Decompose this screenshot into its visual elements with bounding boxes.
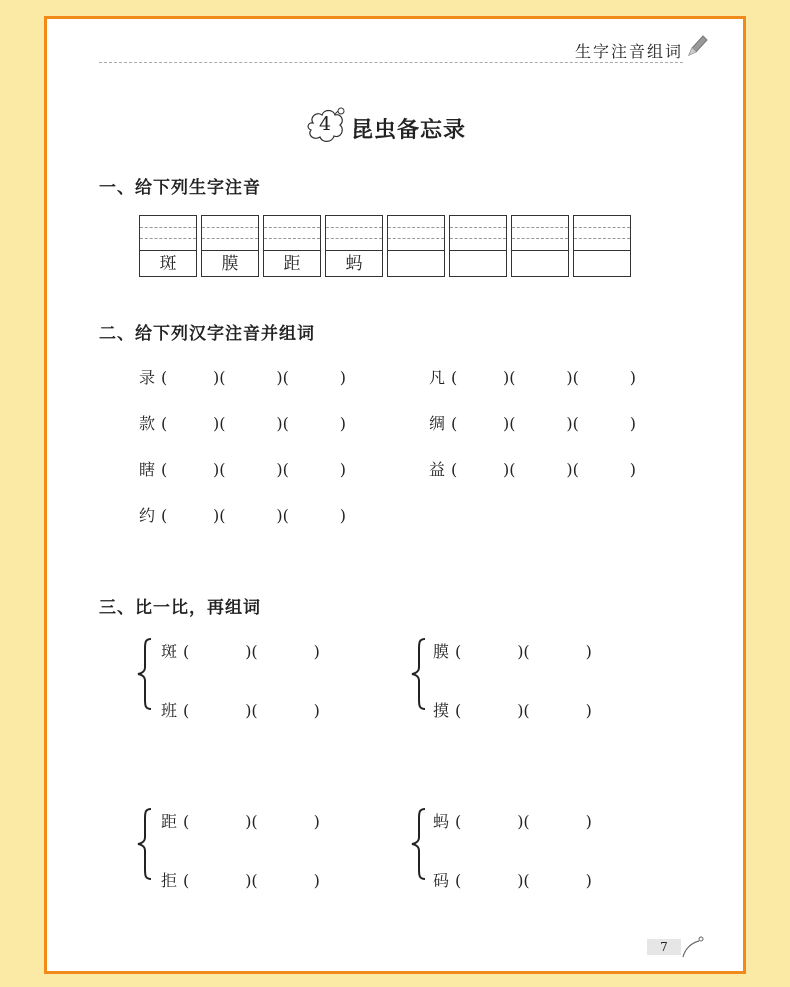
compare-item: 摸 ( )( ) [433, 701, 592, 720]
header-divider [99, 62, 683, 63]
section3-heading: 三、比一比，再组词 [99, 598, 261, 618]
brace-icon [135, 637, 153, 711]
question-item: 录 ( )( )( ) [139, 368, 346, 387]
compare-item: 蚂 ( )( ) [433, 812, 592, 831]
section2-heading: 二、给下列汉字注音并组词 [99, 324, 315, 344]
question-item: 凡 ( )( )( ) [429, 368, 636, 387]
header-title: 生字注音组词 [574, 42, 683, 61]
question-item: 瞎 ( )( )( ) [139, 460, 346, 479]
question-item: 约 ( )( )( ) [139, 506, 346, 525]
compare-item: 斑 ( )( ) [161, 642, 320, 661]
page-number: 7 [647, 939, 681, 955]
pinyin-cell[interactable]: 膜 [201, 215, 259, 277]
brace-icon [409, 807, 427, 881]
compare-item: 膜 ( )( ) [433, 642, 592, 661]
compare-item: 距 ( )( ) [161, 812, 320, 831]
question-item: 绸 ( )( )( ) [429, 414, 636, 433]
pinyin-cell[interactable] [449, 215, 507, 277]
compare-item: 班 ( )( ) [161, 701, 320, 720]
pencil-icon [685, 33, 709, 59]
compare-item: 码 ( )( ) [433, 871, 592, 890]
question-item: 益 ( )( )( ) [429, 460, 636, 479]
pinyin-cell[interactable]: 斑 [139, 215, 197, 277]
swirl-icon [681, 935, 705, 959]
pinyin-cell[interactable]: 蚂 [325, 215, 383, 277]
lesson-number: 4 [318, 113, 332, 135]
brace-icon [409, 637, 427, 711]
pinyin-cell[interactable] [573, 215, 631, 277]
pinyin-cell[interactable]: 距 [263, 215, 321, 277]
brace-icon [135, 807, 153, 881]
compare-item: 拒 ( )( ) [161, 871, 320, 890]
pinyin-cell[interactable] [387, 215, 445, 277]
question-item: 款 ( )( )( ) [139, 414, 346, 433]
section1-heading: 一、给下列生字注音 [99, 178, 261, 198]
worksheet-page [44, 16, 746, 974]
pinyin-grid [139, 215, 631, 277]
pinyin-cell[interactable] [511, 215, 569, 277]
lesson-title: 昆虫备忘录 [351, 117, 467, 143]
